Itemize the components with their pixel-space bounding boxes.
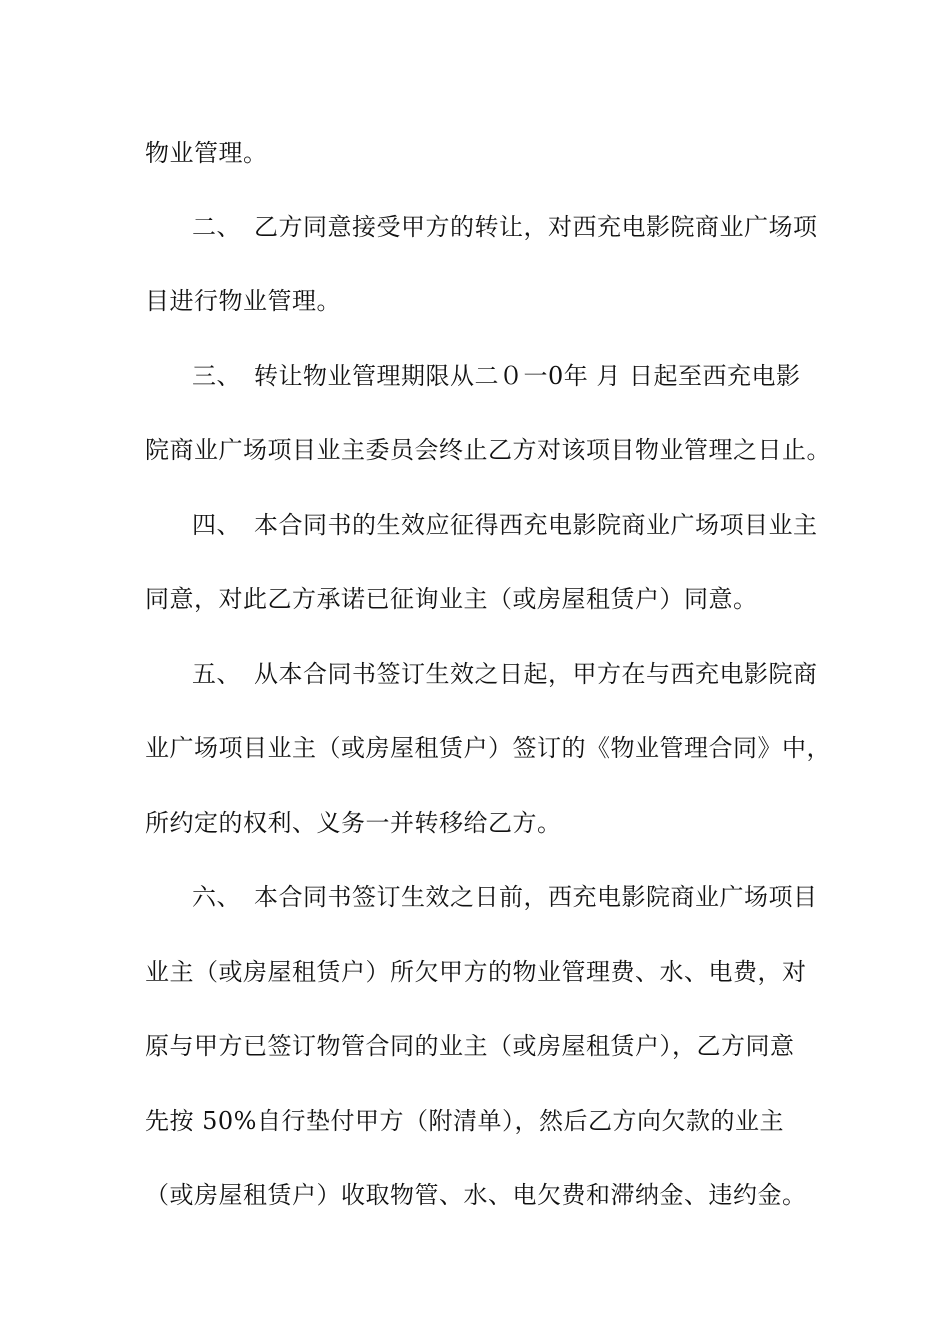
clause-5-line-3 [145,808,562,838]
clause-6-line-2 [145,957,807,987]
clause-6-line-3 [145,1031,795,1061]
line-text: 目进行物业管理。 [145,287,341,315]
clause-number: 五、 [192,660,241,688]
line-text: 业主（或房屋租赁户）所欠甲方的物业管理费、水、电费，对 [145,958,807,986]
text-line-1 [145,138,268,168]
line-text: 本合同书签订生效之日前，西充电影院商业广场项目 [254,883,818,911]
clause-number: 四、 [192,511,241,539]
clause-6-line-1 [192,882,818,912]
line-text: 转让物业管理期限从二０一0年 月 日起至西充电影 [254,362,801,390]
clause-4-line-2 [145,584,758,614]
line-text: 同意，对此乙方承诺已征询业主（或房屋租赁户）同意。 [145,585,758,613]
clause-6-line-4 [145,1106,784,1136]
line-text: 乙方同意接受甲方的转让，对西充电影院商业广场项 [254,213,818,241]
clause-number: 三、 [192,362,241,390]
clause-5-line-2 [145,733,831,763]
line-text: 业广场项目业主（或房屋租赁户）签订的《物业管理合同》中， [145,734,831,762]
line-text: 原与甲方已签订物管合同的业主（或房屋租赁户），乙方同意 [145,1032,795,1060]
clause-2-line-2 [145,286,341,316]
line-text: 物业管理。 [145,139,268,167]
line-text: 所约定的权利、义务一并转移给乙方。 [145,809,562,837]
line-text: 本合同书的生效应征得西充电影院商业广场项目业主 [254,511,818,539]
line-text: 先按 50%自行垫付甲方（附清单），然后乙方向欠款的业主 [145,1107,784,1135]
clause-5-line-1 [192,659,818,689]
clause-4-line-1 [192,510,818,540]
clause-number: 二、 [192,213,241,241]
clause-number: 六、 [192,883,241,911]
clause-3-line-2 [145,435,831,465]
line-text: 从本合同书签订生效之日起，甲方在与西充电影院商 [254,660,818,688]
line-text: 院商业广场项目业主委员会终止乙方对该项目物业管理之日止。 [145,436,831,464]
clause-2-line-1 [192,212,818,242]
clause-3-line-1 [192,361,801,391]
clause-6-line-5 [145,1180,807,1210]
line-text: （或房屋租赁户）收取物管、水、电欠费和滞纳金、违约金。 [145,1181,807,1209]
